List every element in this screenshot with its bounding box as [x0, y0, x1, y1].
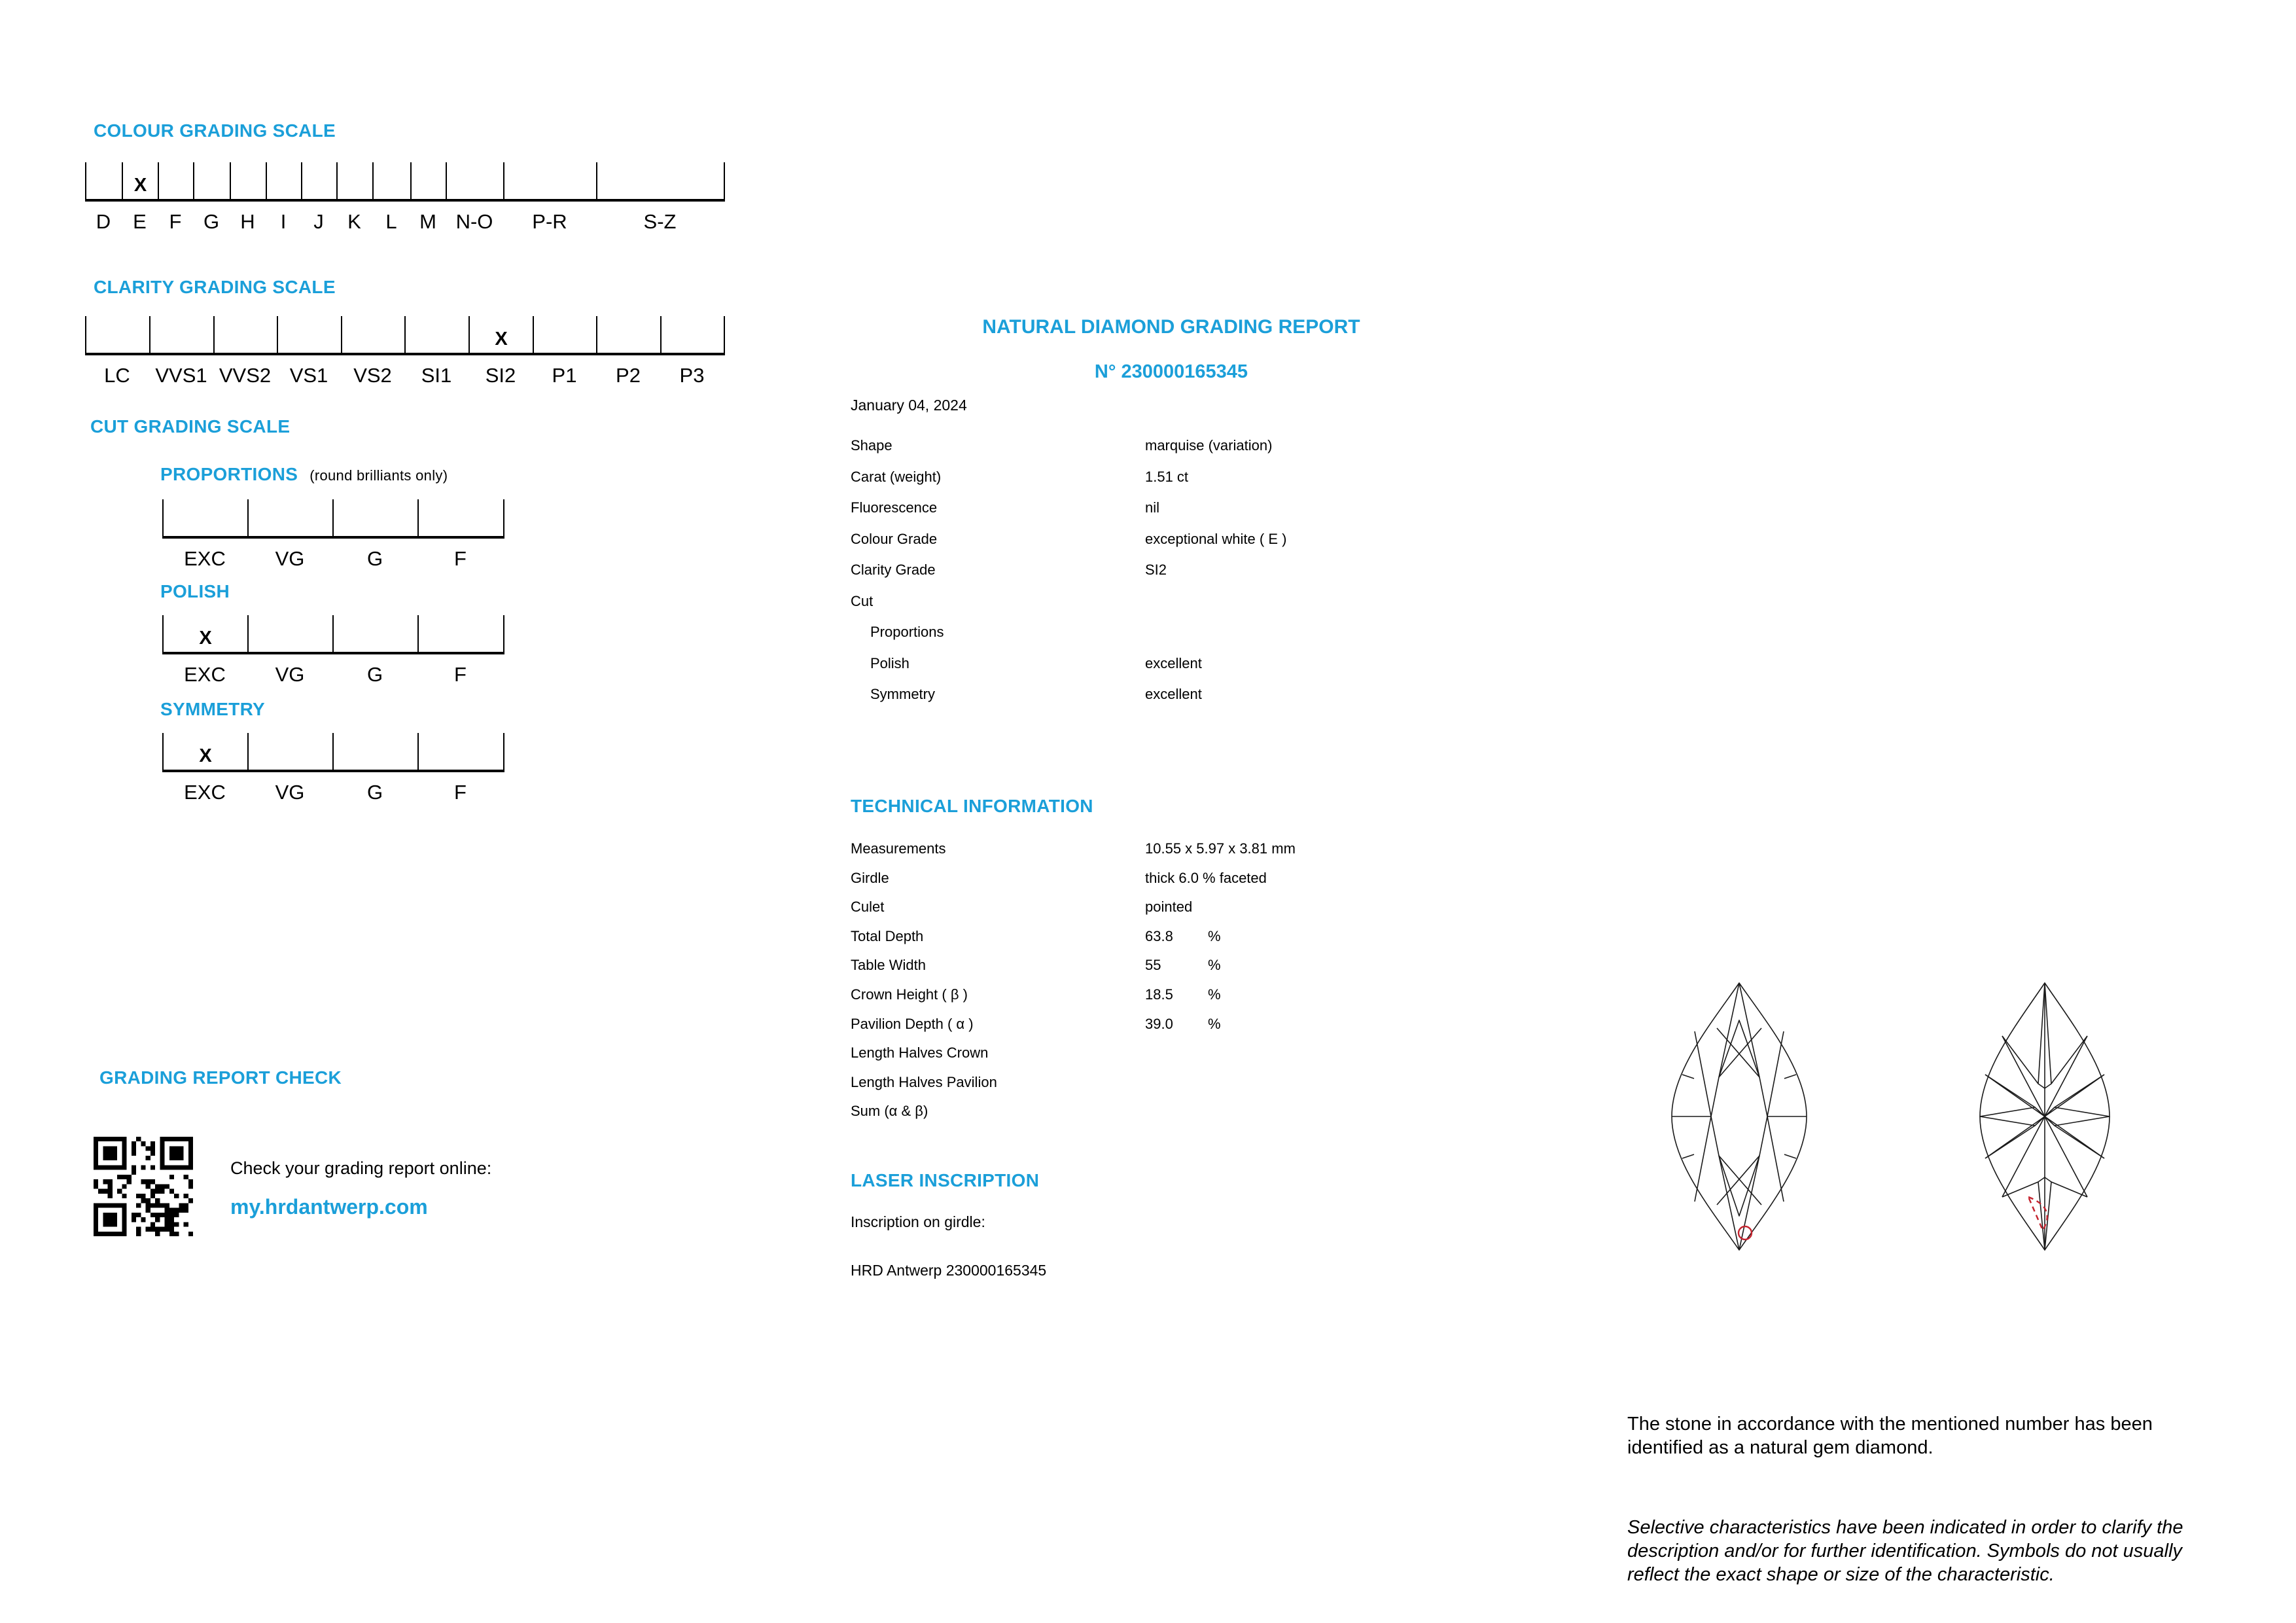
- scale-label-f: F: [454, 781, 467, 804]
- table-row: [851, 840, 1505, 870]
- scale-label-e: E: [133, 210, 147, 233]
- table-row: [851, 1044, 1505, 1074]
- scale-cell-f: [417, 733, 503, 770]
- scale-cell-p3: [660, 316, 724, 353]
- clarity-scale-title: CLARITY GRADING SCALE: [94, 277, 336, 297]
- row-value: 39.0: [1145, 1015, 1173, 1032]
- grade-ruler: [162, 615, 504, 654]
- text-line: identified as a natural gem diamond.: [1627, 1437, 1934, 1458]
- scale-label-p-r: P-R: [532, 210, 567, 233]
- scale-cell-k: [336, 162, 372, 199]
- row-label: Length Halves Pavilion: [851, 1073, 997, 1090]
- row-value: 18.5: [1145, 986, 1173, 1003]
- scale-label-j: J: [313, 210, 324, 233]
- scale-label-vvs1: VVS1: [155, 364, 207, 387]
- row-label: Fluorescence: [851, 499, 938, 516]
- scale-label-exc: EXC: [184, 663, 226, 686]
- row-label: Polish: [870, 654, 910, 671]
- scale-cell-s-z: [596, 162, 724, 199]
- scale-cell-g: [332, 615, 417, 652]
- text-line: Selective characteristics have been indicated in order to clarify the: [1627, 1517, 2183, 1538]
- report-check-link[interactable]: my.hrdantwerp.com: [230, 1195, 428, 1219]
- scale-label-i: I: [280, 210, 287, 233]
- scale-cell-n-o: [446, 162, 503, 199]
- row-label: Culet: [851, 899, 885, 916]
- table-row: [851, 624, 1505, 655]
- scale-label-exc: EXC: [184, 547, 226, 570]
- row-value: SI2: [1145, 562, 1167, 578]
- scale-cell-f: [158, 162, 193, 199]
- scale-label-f: F: [454, 547, 467, 570]
- report-title: NATURAL DIAMOND GRADING REPORT: [982, 316, 1360, 338]
- scale-label-g: G: [366, 547, 383, 570]
- row-label: Table Width: [851, 957, 926, 974]
- scale-label-p2: P2: [616, 364, 641, 387]
- row-label: Length Halves Crown: [851, 1044, 989, 1061]
- scale-label-h: H: [240, 210, 255, 233]
- table-row: [851, 593, 1505, 624]
- scale-cell-e: [122, 162, 158, 199]
- marquise-pavilion-view-diagram: [1976, 979, 2113, 1254]
- row-value: 10.55 x 5.97 x 3.81 mm: [1145, 840, 1296, 857]
- row-unit: %: [1208, 1015, 1221, 1032]
- row-value: marquise (variation): [1145, 437, 1273, 454]
- scale-label-g: G: [203, 210, 220, 233]
- scale-label-exc: EXC: [184, 781, 226, 804]
- grade-ruler-labels: [85, 210, 725, 234]
- colour-grading-scale: [85, 162, 725, 234]
- row-value: excellent: [1145, 686, 1202, 702]
- proportions-note: (round brilliants only): [309, 467, 448, 484]
- scale-label-lc: LC: [104, 364, 130, 387]
- scale-label-p1: P1: [552, 364, 577, 387]
- scale-label-vg: VG: [275, 547, 305, 570]
- scale-cell-vg: [247, 733, 332, 770]
- text-line: description and/or for further identification. Symbols do not usually: [1627, 1541, 2182, 1561]
- scale-label-vvs2: VVS2: [219, 364, 272, 387]
- report-check-title: GRADING REPORT CHECK: [99, 1067, 342, 1088]
- row-label: Pavilion Depth ( α ): [851, 1015, 974, 1032]
- scale-label-vg: VG: [275, 663, 305, 686]
- row-value: pointed: [1145, 899, 1193, 916]
- grade-mark: X: [495, 328, 508, 349]
- scale-label-l: L: [385, 210, 397, 233]
- scale-label-vg: VG: [275, 781, 305, 804]
- colour-scale-title: COLOUR GRADING SCALE: [94, 120, 336, 141]
- grade-ruler: [162, 499, 504, 539]
- grade-ruler-labels: [162, 547, 504, 571]
- scale-cell-p2: [596, 316, 660, 353]
- qr-code-icon: [94, 1137, 193, 1240]
- scale-label-vs1: VS1: [289, 364, 328, 387]
- technical-info-title: TECHNICAL INFORMATION: [851, 796, 1093, 816]
- scale-label-si1: SI1: [421, 364, 452, 387]
- grade-ruler-labels: [162, 663, 504, 687]
- table-row: [851, 899, 1505, 928]
- characteristics-disclaimer: [1627, 1516, 2229, 1586]
- grade-ruler: [85, 316, 725, 355]
- table-row: [851, 928, 1505, 957]
- report-header: [851, 315, 1492, 383]
- report-number: N° 230000165345: [1094, 361, 1248, 382]
- row-unit: %: [1208, 927, 1221, 944]
- table-row: [851, 531, 1505, 562]
- row-label: Proportions: [870, 624, 944, 640]
- scale-cell-vvs2: [213, 316, 277, 353]
- cut-scale-title: CUT GRADING SCALE: [90, 416, 291, 437]
- table-row: [851, 870, 1505, 899]
- grade-ruler: [85, 162, 725, 202]
- row-label: Shape: [851, 437, 892, 454]
- scale-cell-g: [332, 499, 417, 536]
- table-row: [851, 686, 1505, 717]
- scale-label-k: K: [347, 210, 361, 233]
- row-value: 55: [1145, 957, 1161, 974]
- proportions-grading-scale: [162, 499, 504, 571]
- scale-cell-vvs1: [149, 316, 213, 353]
- scale-label-s-z: S-Z: [643, 210, 677, 233]
- row-value: thick 6.0 % faceted: [1145, 869, 1267, 886]
- scale-cell-g: [332, 733, 417, 770]
- scale-cell-i: [266, 162, 301, 199]
- table-row: [851, 437, 1505, 469]
- report-date: January 04, 2024: [851, 397, 967, 414]
- table-row: [851, 957, 1505, 986]
- laser-inscription-intro: Inscription on girdle:: [851, 1213, 985, 1230]
- row-label: Total Depth: [851, 927, 924, 944]
- proportions-title-label: PROPORTIONS: [160, 464, 298, 484]
- scale-cell-vg: [247, 615, 332, 652]
- report-details-table: [851, 437, 1505, 717]
- technical-info-table: [851, 840, 1505, 1132]
- row-label: Girdle: [851, 869, 889, 886]
- grade-mark: X: [199, 627, 212, 649]
- check-caption: Check your grading report online:: [230, 1158, 492, 1178]
- symmetry-grading-scale: [162, 733, 504, 804]
- inclusion-mark-circle: [1739, 1226, 1752, 1240]
- scale-label-vs2: VS2: [353, 364, 392, 387]
- scale-cell-si1: [404, 316, 468, 353]
- scale-cell-vg: [247, 499, 332, 536]
- grade-ruler-labels: [162, 781, 504, 804]
- scale-label-g: G: [366, 663, 383, 686]
- table-row: [851, 655, 1505, 687]
- scale-label-si2: SI2: [485, 364, 516, 387]
- symmetry-title: SYMMETRY: [160, 699, 266, 719]
- scale-cell-j: [301, 162, 336, 199]
- row-value: 63.8: [1145, 927, 1173, 944]
- table-row: [851, 469, 1505, 500]
- scale-cell-si2: [468, 316, 533, 353]
- row-label: Colour Grade: [851, 530, 938, 547]
- scale-cell-h: [230, 162, 266, 199]
- laser-inscription-value: HRD Antwerp 230000165345: [851, 1262, 1047, 1279]
- scale-label-f: F: [169, 210, 182, 233]
- row-label: Clarity Grade: [851, 562, 936, 578]
- scale-label-n-o: N-O: [455, 210, 493, 233]
- clarity-grading-scale: [85, 316, 725, 387]
- scale-cell-g: [193, 162, 230, 199]
- scale-cell-p-r: [503, 162, 596, 199]
- grade-mark: X: [133, 174, 147, 196]
- row-value: 1.51 ct: [1145, 468, 1189, 485]
- row-value: nil: [1145, 499, 1160, 516]
- polish-title: POLISH: [160, 581, 230, 601]
- row-label: Measurements: [851, 840, 946, 857]
- text-line: The stone in accordance with the mentioned number has been: [1627, 1414, 2153, 1435]
- table-row: [851, 562, 1505, 593]
- table-row: [851, 1103, 1505, 1132]
- scale-cell-f: [417, 615, 503, 652]
- scale-cell-vs1: [277, 316, 341, 353]
- scale-cell-p1: [533, 316, 596, 353]
- scale-cell-f: [417, 499, 503, 536]
- proportions-title: [160, 464, 448, 485]
- text-line: reflect the exact shape or size of the characteristic.: [1627, 1564, 2055, 1585]
- marquise-crown-view-diagram: [1668, 979, 1810, 1254]
- table-row: [851, 986, 1505, 1016]
- scale-label-m: M: [419, 210, 436, 233]
- scale-label-f: F: [454, 663, 467, 686]
- grade-ruler-labels: [85, 364, 725, 387]
- scale-cell-m: [410, 162, 446, 199]
- row-label: Cut: [851, 592, 874, 609]
- scale-label-d: D: [96, 210, 111, 233]
- table-row: [851, 1016, 1505, 1045]
- crown-table: [1711, 1020, 1767, 1216]
- table-row: [851, 1074, 1505, 1103]
- row-label: Carat (weight): [851, 468, 942, 485]
- scale-cell-exc: [162, 499, 247, 536]
- scale-cell-lc: [85, 316, 149, 353]
- scale-label-g: G: [366, 781, 383, 804]
- scale-cell-exc: [162, 615, 247, 652]
- row-unit: %: [1208, 986, 1221, 1003]
- row-label: Symmetry: [870, 686, 935, 702]
- qr-code-icon: [94, 1137, 193, 1236]
- row-unit: %: [1208, 957, 1221, 974]
- row-value: excellent: [1145, 654, 1202, 671]
- scale-label-p3: P3: [679, 364, 705, 387]
- row-label: Crown Height ( β ): [851, 986, 968, 1003]
- laser-inscription-title: LASER INSCRIPTION: [851, 1170, 1040, 1190]
- scale-cell-d: [85, 162, 122, 199]
- row-label: Sum (α & β): [851, 1103, 928, 1120]
- identification-statement: [1627, 1412, 2229, 1459]
- grade-ruler: [162, 733, 504, 772]
- scale-cell-vs2: [341, 316, 404, 353]
- scale-cell-l: [372, 162, 410, 199]
- grade-mark: X: [199, 745, 212, 766]
- row-value: exceptional white ( E ): [1145, 530, 1287, 547]
- polish-grading-scale: [162, 615, 504, 687]
- table-row: [851, 499, 1505, 531]
- scale-cell-exc: [162, 733, 247, 770]
